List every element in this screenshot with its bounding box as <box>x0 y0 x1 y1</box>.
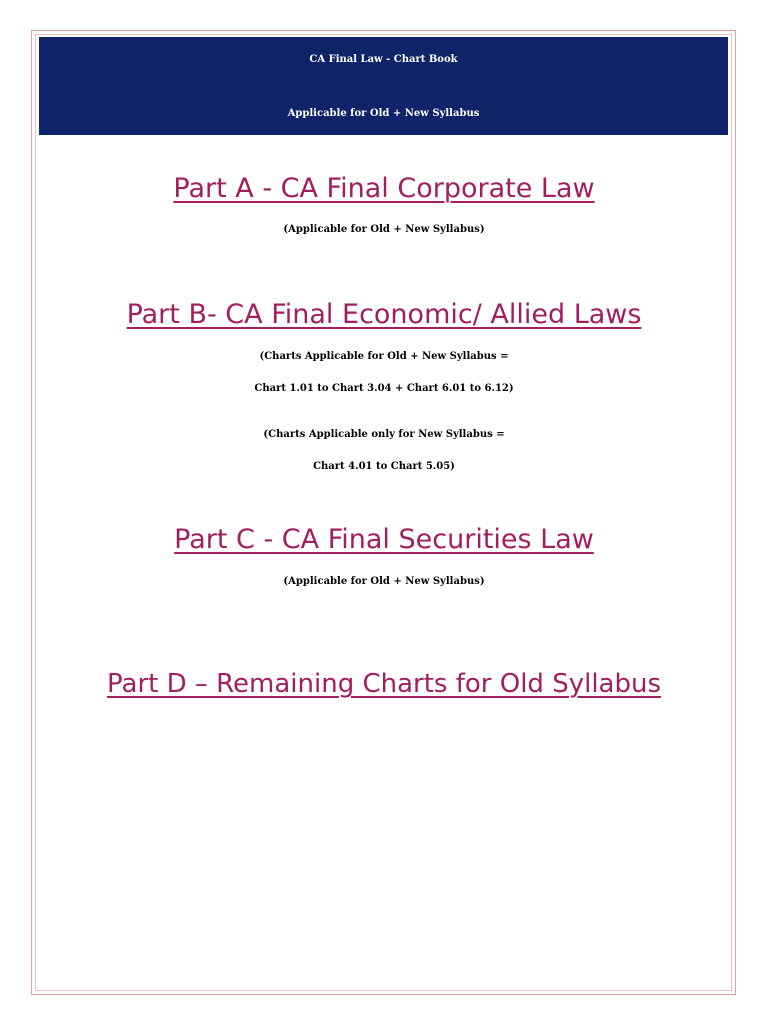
header-banner <box>39 37 728 135</box>
part-b-title: Part B- CA Final Economic/ Allied Laws <box>126 299 642 330</box>
document-subtitle: Applicable for Old + New Syllabus <box>287 108 480 119</box>
part-d-title: Part D – Remaining Charts for Old Syllabus <box>107 669 661 699</box>
part-c-title: Part C - CA Final Securities Law <box>174 524 594 555</box>
part-b-note-line1: (Charts Applicable for Old + New Syllabus = <box>259 351 509 362</box>
part-c-note: (Applicable for Old + New Syllabus) <box>283 576 485 587</box>
document-title: CA Final Law - Chart Book <box>309 54 458 65</box>
part-a-note: (Applicable for Old + New Syllabus) <box>283 224 485 235</box>
part-b-note-line4: Chart 4.01 to Chart 5.05) <box>313 461 455 472</box>
part-b-note-line3: (Charts Applicable only for New Syllabus = <box>263 429 505 440</box>
part-b-note-line2: Chart 1.01 to Chart 3.04 + Chart 6.01 to 6.12) <box>254 383 514 394</box>
part-a-title: Part A - CA Final Corporate Law <box>173 173 595 204</box>
